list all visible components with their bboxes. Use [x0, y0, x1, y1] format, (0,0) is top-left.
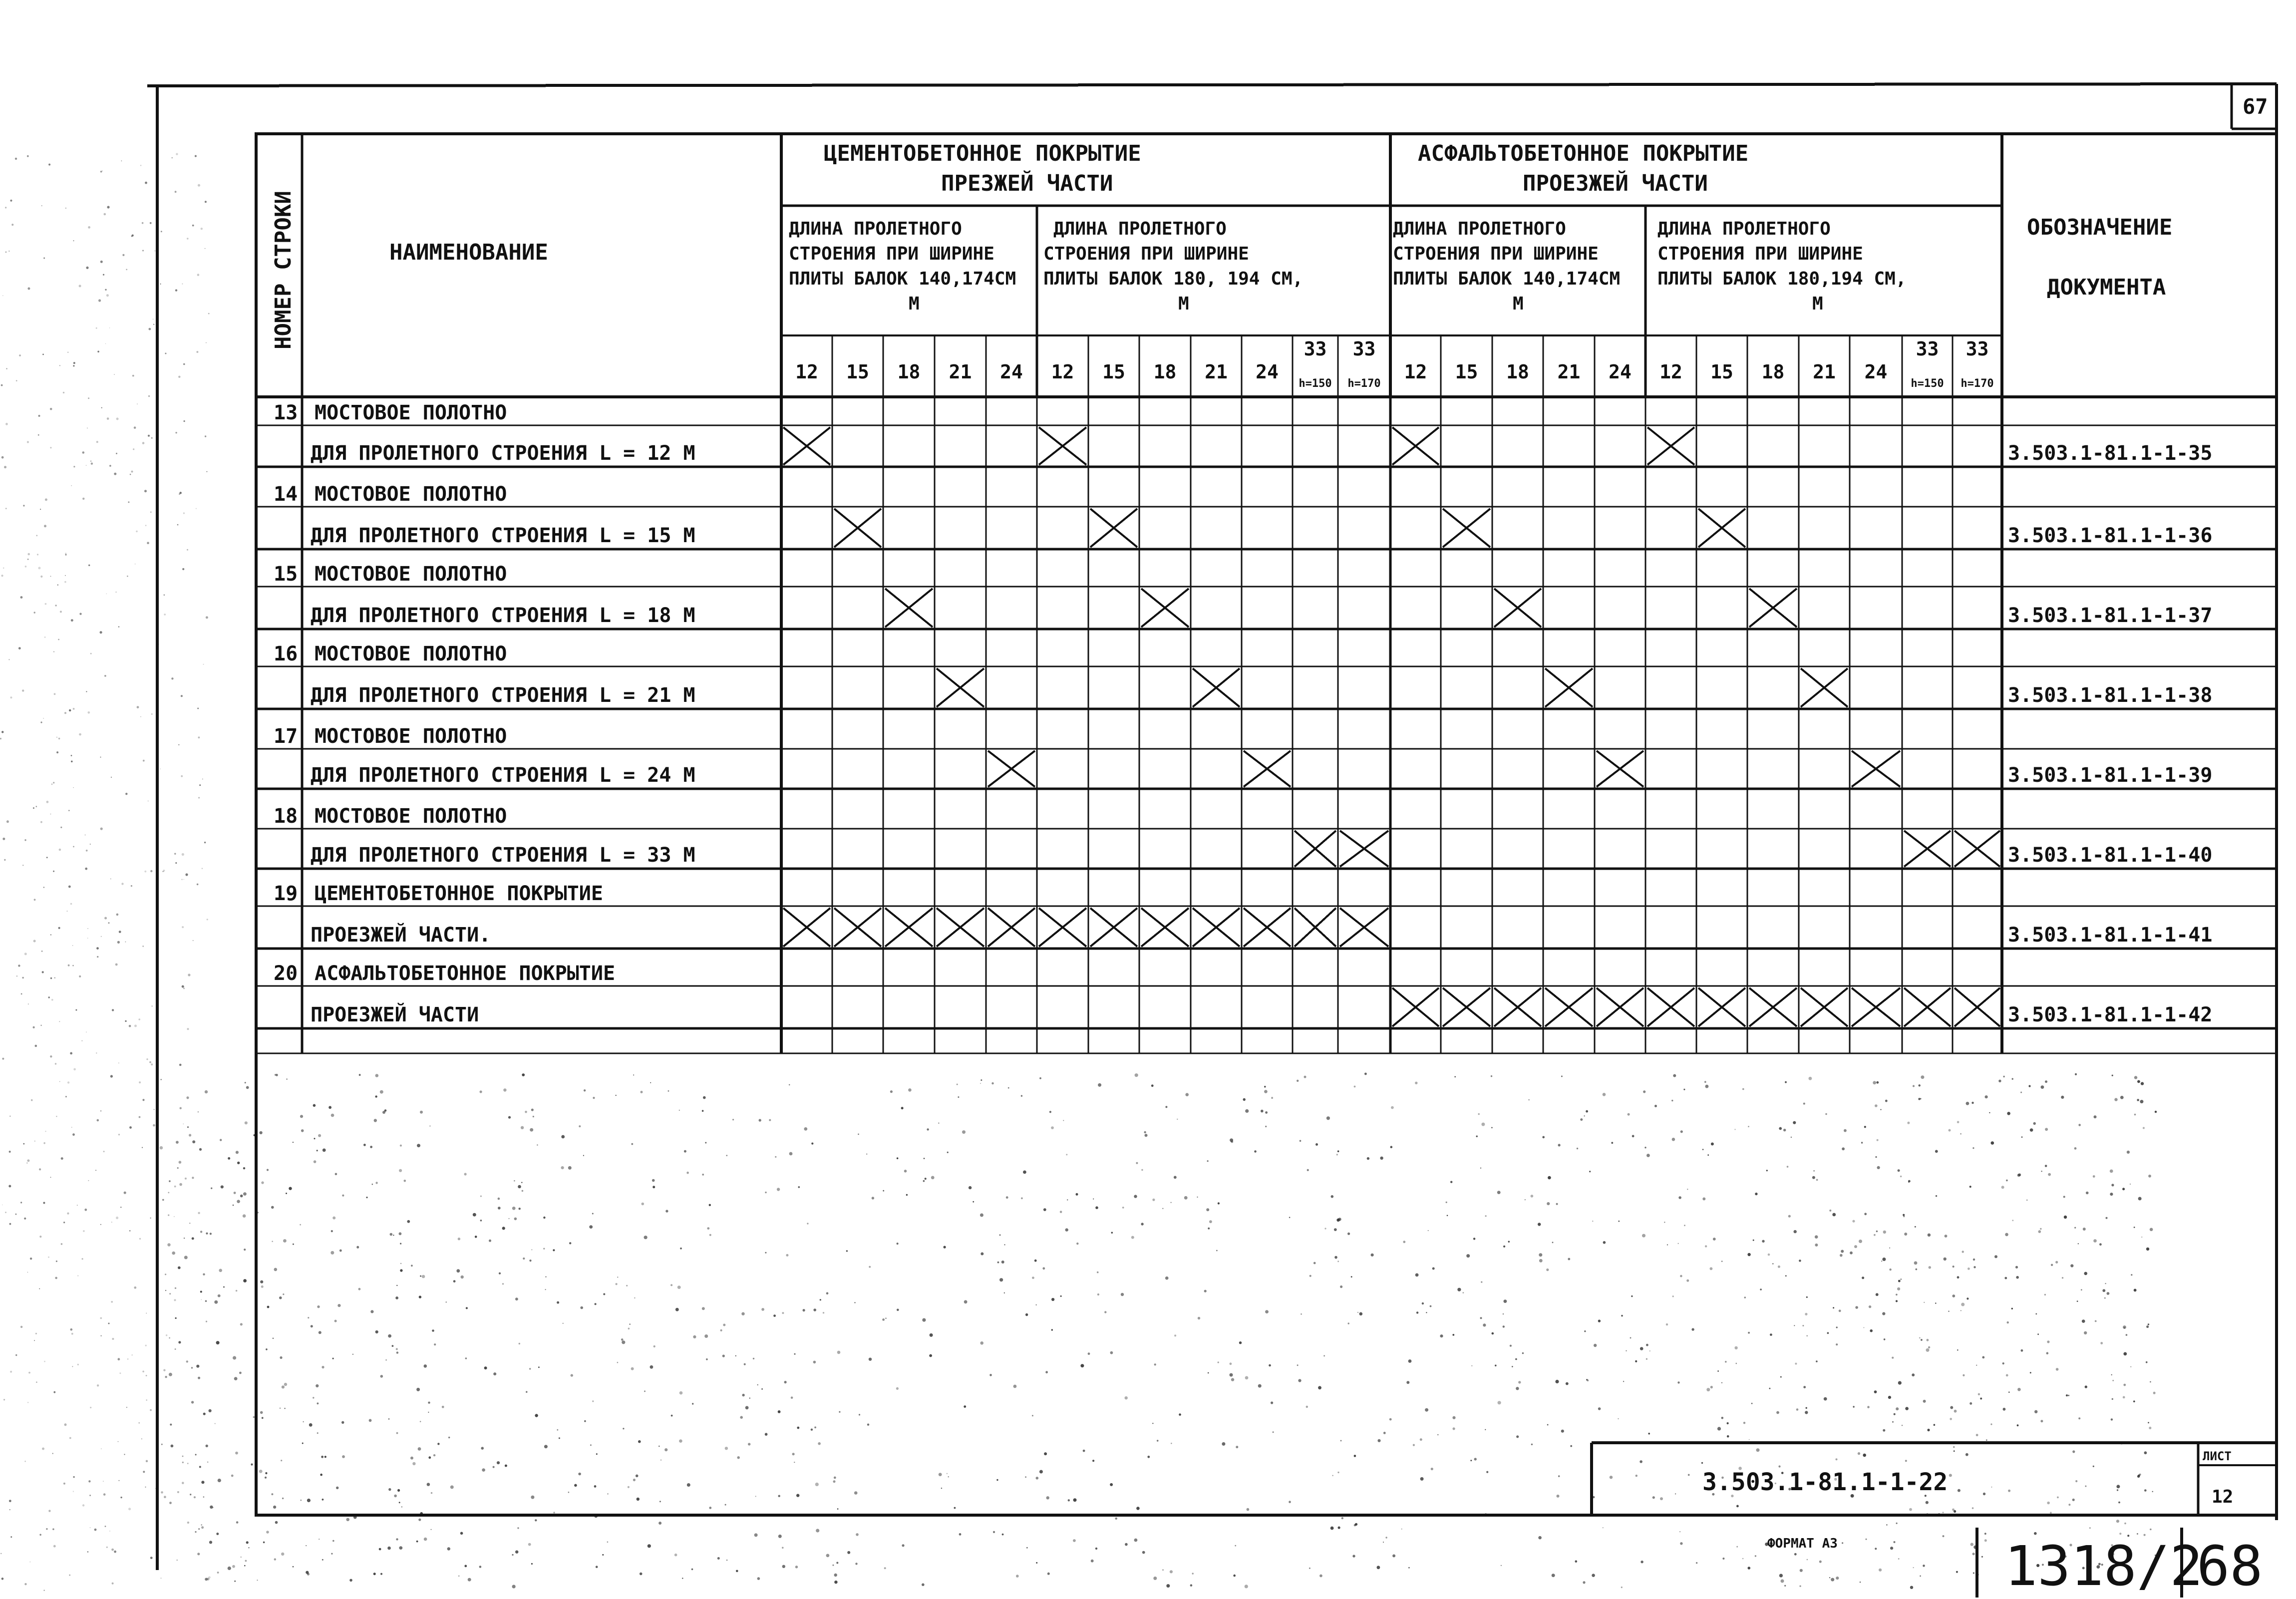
- svg-text:ПЛИТЫ БАЛОК 180,194 СМ,: ПЛИТЫ БАЛОК 180,194 СМ,: [1657, 269, 1907, 289]
- header-name: НАИМЕНОВАНИЕ: [389, 240, 548, 265]
- row-name-line1: МОСТОВОЕ ПОЛОТНО: [315, 401, 507, 424]
- row-name-line2: ПРОЕЗЖЕЙ ЧАСТИ.: [311, 924, 491, 947]
- cross-mark: [988, 908, 1035, 947]
- svg-text:ЦЕМЕНТОБЕТОННОЕ ПОКРЫТИЕ: ЦЕМЕНТОБЕТОННОЕ ПОКРЫТИЕ: [824, 141, 1141, 166]
- span-label: 21: [1205, 361, 1228, 383]
- cross-mark: [1698, 988, 1745, 1026]
- cross-mark: [1904, 831, 1951, 867]
- svg-text:ДЛИНА ПРОЛЕТНОГО: ДЛИНА ПРОЛЕТНОГО: [1053, 219, 1227, 239]
- header-asphalt-sub1: [1393, 219, 1620, 314]
- span-label: 12: [1404, 361, 1427, 383]
- row-document: 3.503.1-81.1-1-39: [2008, 764, 2213, 787]
- cross-mark: [1340, 908, 1388, 947]
- height-label: h=150: [1299, 377, 1332, 390]
- cross-mark: [1801, 668, 1848, 707]
- row-document: 3.503.1-81.1-1-38: [2008, 684, 2213, 707]
- row-number: 14: [274, 483, 298, 506]
- span-label: 12: [1659, 361, 1682, 383]
- span-label: 12: [795, 361, 818, 383]
- cross-mark: [1141, 908, 1189, 947]
- title-block-code: 3.503.1-81.1-1-22: [1702, 1468, 1948, 1496]
- cross-mark: [1392, 988, 1439, 1026]
- cross-mark: [1852, 988, 1900, 1026]
- svg-text:ПЛИТЫ БАЛОК 140,174СМ: ПЛИТЫ БАЛОК 140,174СМ: [789, 269, 1016, 289]
- format-label: ФОРМАТ А3: [1767, 1536, 1838, 1551]
- cross-mark: [937, 668, 984, 707]
- height-label: h=150: [1911, 377, 1944, 390]
- cross-mark: [1193, 908, 1240, 947]
- svg-text:СТРОЕНИЯ ПРИ ШИРИНЕ: СТРОЕНИЯ ПРИ ШИРИНЕ: [1657, 244, 1863, 264]
- row-number: 16: [274, 642, 298, 665]
- span-label: 15: [846, 361, 869, 383]
- table-body-grid: [256, 397, 2277, 1053]
- header-asphalt: [1418, 141, 1748, 196]
- svg-text:М: М: [1513, 294, 1524, 314]
- svg-text:М: М: [1812, 294, 1823, 314]
- height-label: h=170: [1347, 377, 1381, 390]
- span-label: 21: [1813, 361, 1836, 383]
- span-label: 15: [1455, 361, 1478, 383]
- archive-page: 68: [2197, 1534, 2263, 1598]
- span-labels: [795, 338, 1994, 390]
- header-cement-sub1: [789, 219, 1016, 314]
- row-name-line2: ПРОЕЗЖЕЙ ЧАСТИ: [311, 1003, 479, 1026]
- cross-mark: [1340, 831, 1388, 867]
- row-document: 3.503.1-81.1-1-37: [2008, 604, 2213, 627]
- row-name-line2: ДЛЯ ПРОЛЕТНОГО СТРОЕНИЯ L = 24 М: [311, 764, 695, 787]
- header-row-number: НОМЕР СТРОКИ: [271, 191, 296, 349]
- cross-mark: [1801, 988, 1848, 1026]
- cross-mark: [834, 908, 881, 947]
- row-name-line2: ДЛЯ ПРОЛЕТНОГО СТРОЕНИЯ L = 21 М: [311, 684, 695, 707]
- cross-mark: [1392, 427, 1439, 465]
- row-name-line2: ДЛЯ ПРОЛЕТНОГО СТРОЕНИЯ L = 18 М: [311, 604, 695, 627]
- span-label: 12: [1051, 361, 1074, 383]
- row-name-line2: ДЛЯ ПРОЛЕТНОГО СТРОЕНИЯ L = 33 М: [311, 844, 695, 867]
- cross-mark: [1443, 988, 1490, 1026]
- span-label: 21: [1557, 361, 1581, 383]
- cross-mark: [834, 509, 881, 547]
- row-name-line1: МОСТОВОЕ ПОЛОТНО: [315, 725, 507, 748]
- cross-mark: [1955, 988, 2000, 1026]
- row-name-line1: МОСТОВОЕ ПОЛОТНО: [315, 642, 507, 665]
- cross-mark: [1904, 988, 1951, 1026]
- span-label: 21: [949, 361, 972, 383]
- cross-mark: [1039, 908, 1086, 947]
- row-document: 3.503.1-81.1-1-40: [2008, 844, 2213, 867]
- cross-mark: [1545, 988, 1593, 1026]
- span-label: 33: [1352, 338, 1376, 360]
- cross-mark: [1193, 668, 1240, 707]
- cross-mark: [1647, 427, 1694, 465]
- cross-mark: [1295, 831, 1336, 867]
- row-document: 3.503.1-81.1-1-35: [2008, 442, 2213, 465]
- svg-text:ДОКУМЕНТА: ДОКУМЕНТА: [2047, 275, 2166, 300]
- header-cement: [824, 141, 1141, 196]
- cross-mark: [1090, 509, 1137, 547]
- row-name-line1: МОСТОВОЕ ПОЛОТНО: [315, 805, 507, 828]
- row-number: 13: [274, 401, 298, 424]
- svg-text:ПЛИТЫ БАЛОК 180, 194 СМ,: ПЛИТЫ БАЛОК 180, 194 СМ,: [1043, 269, 1304, 289]
- row-name-line2: ДЛЯ ПРОЛЕТНОГО СТРОЕНИЯ L = 15 М: [311, 524, 695, 547]
- svg-text:ПРОЕЗЖЕЙ ЧАСТИ: ПРОЕЗЖЕЙ ЧАСТИ: [1523, 171, 1708, 196]
- svg-text:СТРОЕНИЯ ПРИ ШИРИНЕ: СТРОЕНИЯ ПРИ ШИРИНЕ: [1043, 244, 1249, 264]
- cross-mark: [783, 908, 830, 947]
- span-label: 33: [1966, 338, 1989, 360]
- cross-mark: [1039, 427, 1086, 465]
- span-label: 18: [1506, 361, 1529, 383]
- cross-mark: [1647, 988, 1694, 1026]
- cross-mark: [1090, 908, 1137, 947]
- svg-text:ПЛИТЫ БАЛОК 140,174СМ: ПЛИТЫ БАЛОК 140,174СМ: [1393, 269, 1621, 289]
- header-asphalt-sub2: [1657, 219, 1907, 314]
- cross-mark: [783, 427, 830, 465]
- span-label: 18: [1153, 361, 1177, 383]
- svg-text:М: М: [1178, 294, 1189, 314]
- row-number: 20: [274, 962, 298, 985]
- span-label: 33: [1304, 338, 1327, 360]
- span-label: 33: [1916, 338, 1939, 360]
- header-designation: [2027, 215, 2172, 300]
- title-block-sheet-label: ЛИСТ: [2203, 1449, 2232, 1463]
- row-name-line1: МОСТОВОЕ ПОЛОТНО: [315, 483, 507, 506]
- row-document: 3.503.1-81.1-1-42: [2008, 1003, 2213, 1026]
- svg-text:М: М: [909, 294, 920, 314]
- cross-mark: [1141, 589, 1189, 627]
- svg-text:ОБОЗНАЧЕНИЕ: ОБОЗНАЧЕНИЕ: [2027, 215, 2173, 240]
- cross-mark: [1852, 751, 1900, 787]
- svg-text:ДЛИНА ПРОЛЕТНОГО: ДЛИНА ПРОЛЕТНОГО: [1657, 219, 1831, 239]
- cross-mark: [1698, 509, 1745, 547]
- header-cement-sub2: [1043, 219, 1303, 314]
- span-label: 24: [1609, 361, 1632, 383]
- cross-mark: [1494, 589, 1541, 627]
- cross-mark: [1295, 908, 1336, 947]
- cross-mark: [1597, 751, 1643, 787]
- page-number: 67: [2243, 94, 2268, 119]
- cross-mark: [1955, 831, 2000, 867]
- span-label: 24: [1000, 361, 1023, 383]
- archive-number: 1318/2: [2004, 1534, 2203, 1598]
- row-name-line1: АСФАЛЬТОБЕТОННОЕ ПОКРЫТИЕ: [315, 962, 616, 985]
- cross-mark: [988, 751, 1035, 787]
- svg-text:ПРЕЗЖЕЙ ЧАСТИ: ПРЕЗЖЕЙ ЧАСТИ: [941, 171, 1113, 196]
- cross-mark: [1244, 751, 1291, 787]
- cross-mark: [885, 589, 933, 627]
- svg-text:АСФАЛЬТОБЕТОННОЕ ПОКРЫТИЕ: АСФАЛЬТОБЕТОННОЕ ПОКРЫТИЕ: [1418, 141, 1749, 166]
- title-block-sheet-number: 12: [2212, 1487, 2234, 1507]
- row-document: 3.503.1-81.1-1-41: [2008, 924, 2213, 947]
- table-body-text: [274, 401, 2212, 1026]
- svg-text:СТРОЕНИЯ ПРИ ШИРИНЕ: СТРОЕНИЯ ПРИ ШИРИНЕ: [789, 244, 994, 264]
- cross-mark: [1494, 988, 1541, 1026]
- cross-mark: [885, 908, 933, 947]
- row-number: 15: [274, 563, 298, 586]
- cross-mark: [1749, 589, 1797, 627]
- row-document: 3.503.1-81.1-1-36: [2008, 524, 2213, 547]
- row-name-line1: ЦЕМЕНТОБЕТОННОЕ ПОКРЫТИЕ: [315, 882, 603, 905]
- svg-text:ДЛИНА ПРОЛЕТНОГО: ДЛИНА ПРОЛЕТНОГО: [1393, 219, 1566, 239]
- cross-mark: [1597, 988, 1643, 1026]
- span-label: 15: [1710, 361, 1733, 383]
- span-label: 24: [1256, 361, 1279, 383]
- cross-mark: [1443, 509, 1490, 547]
- cross-mark: [1545, 668, 1593, 707]
- row-number: 19: [274, 882, 298, 905]
- span-label: 15: [1102, 361, 1125, 383]
- cross-mark: [1749, 988, 1797, 1026]
- cross-mark: [937, 908, 984, 947]
- svg-text:ДЛИНА ПРОЛЕТНОГО: ДЛИНА ПРОЛЕТНОГО: [789, 219, 962, 239]
- svg-text:СТРОЕНИЯ ПРИ ШИРИНЕ: СТРОЕНИЯ ПРИ ШИРИНЕ: [1393, 244, 1599, 264]
- span-label: 18: [1761, 361, 1785, 383]
- row-name-line1: МОСТОВОЕ ПОЛОТНО: [315, 563, 507, 586]
- row-number: 18: [274, 805, 298, 828]
- span-label: 18: [897, 361, 921, 383]
- span-label: 24: [1864, 361, 1888, 383]
- cross-mark: [1244, 908, 1291, 947]
- row-name-line2: ДЛЯ ПРОЛЕТНОГО СТРОЕНИЯ L = 12 М: [311, 442, 695, 465]
- height-label: h=170: [1961, 377, 1994, 390]
- row-number: 17: [274, 725, 298, 748]
